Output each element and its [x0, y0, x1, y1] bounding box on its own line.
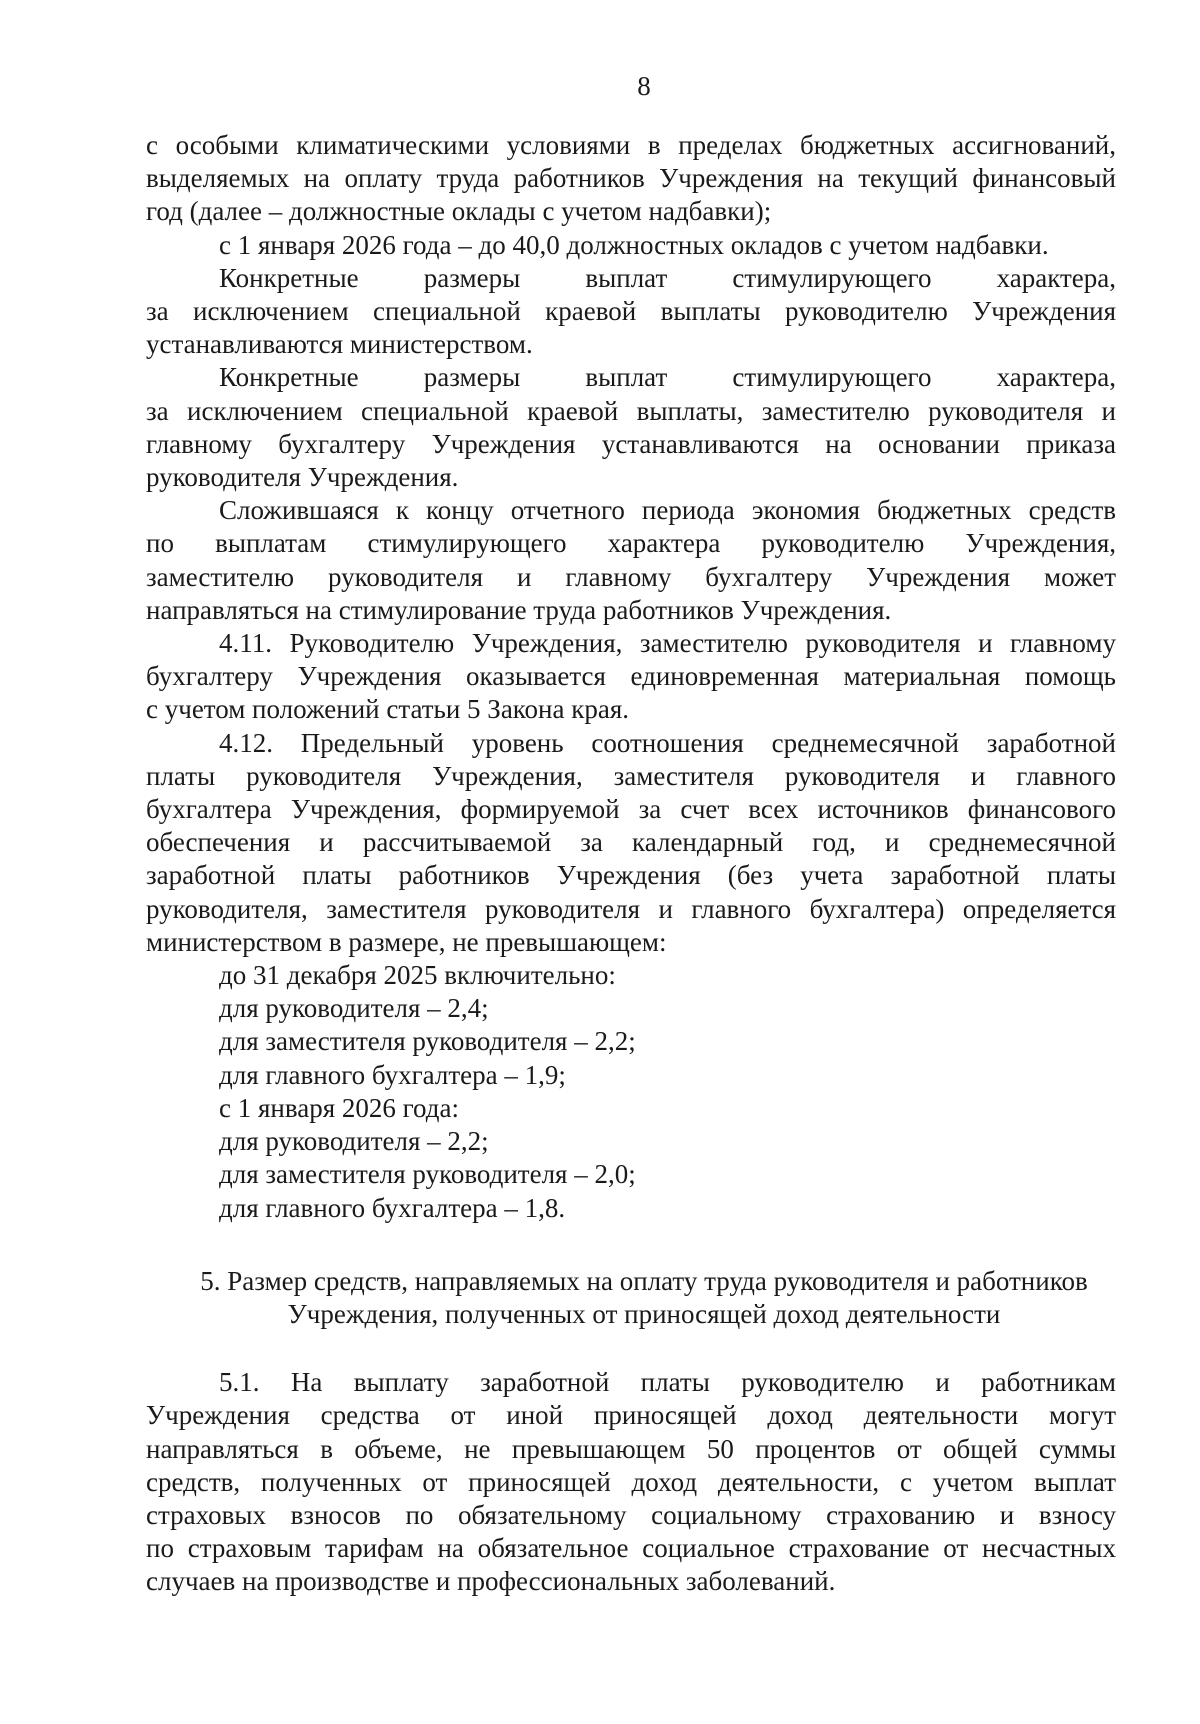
text-line: платы руководителя Учреждения, заместителя руководителя и главного — [146, 760, 1116, 791]
text-line: по выплатам стимулирующего характера руководителю Учреждения, — [146, 528, 1116, 559]
text-line: руководителя, заместителя руководителя и главного бухгалтера) определяется — [146, 893, 1116, 924]
paragraph-4-12 — [146, 727, 1116, 959]
text-line: Сложившаяся к концу отчетного периода экономия бюджетных средств — [219, 495, 1116, 526]
text-line: случаев на производстве и профессиональных заболеваний. — [146, 1566, 836, 1597]
section-heading-line: 5. Размер средств, направляемых на оплату труда руководителя и работников — [200, 1265, 1088, 1296]
text-line: устанавливаются министерством. — [146, 329, 533, 360]
paragraph-stimulating-deputy — [146, 361, 1116, 494]
text-line: 5.1. На выплату заработной платы руководителю и работникам — [219, 1367, 1116, 1398]
text-line: бухгалтера Учреждения, формируемой за счет всех источников финансового — [146, 794, 1116, 825]
text-line: по страховым тарифам на обязательное социальное страхование от несчастных — [146, 1533, 1116, 1564]
text-line: выделяемых на оплату труда работников Учреждения на текущий финансовый — [146, 163, 1116, 194]
list-item: для заместителя руководителя – 2,2; — [219, 1026, 636, 1057]
page-number: 8 — [637, 71, 651, 101]
paragraph-5-1 — [146, 1366, 1116, 1598]
paragraph-4-11 — [146, 627, 1116, 727]
section-heading-line: Учреждения, полученных от приносящей доход деятельности — [287, 1298, 1001, 1329]
paragraph-stimulating-director — [146, 262, 1116, 362]
ratio-list — [146, 959, 1116, 1225]
document-page — [146, 70, 1116, 1599]
text-line: руководителя Учреждения. — [146, 462, 459, 493]
text-line: средств, полученных от приносящей доход деятельности, с учетом выплат — [146, 1466, 1116, 1497]
paragraph-2026-limit — [146, 229, 1116, 262]
text-line: министерством в размере, не превышающем: — [146, 926, 667, 957]
text-line: заместителю руководителя и главному бухгалтеру Учреждения может — [146, 561, 1116, 592]
text-line: с 1 января 2026 года – до 40,0 должностных окладов с учетом надбавки. — [219, 229, 1049, 260]
text-line: обеспечения и рассчитываемой за календарный год, и среднемесячной — [146, 827, 1116, 858]
text-line: 4.12. Предельный уровень соотношения среднемесячной заработной — [219, 727, 1116, 758]
list-item: для руководителя – 2,2; — [219, 1126, 489, 1157]
text-line: за исключением специальной краевой выплаты руководителю Учреждения — [146, 296, 1116, 327]
section-heading — [172, 1265, 1116, 1331]
text-line: за исключением специальной краевой выплаты, заместителю руководителя и — [146, 395, 1116, 426]
list-item: для заместителя руководителя – 2,0; — [219, 1159, 636, 1190]
list-item: для руководителя – 2,4; — [219, 993, 489, 1024]
text-line: год (далее – должностные оклады с учетом надбавки); — [146, 196, 772, 227]
text-line: бухгалтеру Учреждения оказывается единовременная материальная помощь — [146, 661, 1116, 692]
text-line: главному бухгалтеру Учреждения устанавливаются на основании приказа — [146, 428, 1116, 459]
text-line: 4.11. Руководителю Учреждения, заместителю руководителя и главному — [219, 628, 1116, 659]
text-line: направляться на стимулирование труда работников Учреждения. — [146, 594, 892, 625]
text-line: заработной платы работников Учреждения (без учета заработной платы — [146, 860, 1116, 891]
paragraph-savings — [146, 494, 1116, 627]
list-item: до 31 декабря 2025 включительно: — [219, 960, 616, 991]
text-line: страховых взносов по обязательному социальному страхованию и взносу — [146, 1499, 1116, 1530]
list-item: для главного бухгалтера – 1,9; — [219, 1059, 566, 1090]
text-line: Конкретные размеры выплат стимулирующего характера, — [219, 362, 1116, 393]
text-line: Учреждения средства от иной приносящей доход деятельности могут — [146, 1400, 1116, 1431]
text-line: с учетом положений статьи 5 Закона края. — [146, 694, 630, 725]
paragraph-continuation — [146, 129, 1116, 229]
text-line: с особыми климатическими условиями в пределах бюджетных ассигнований, — [146, 130, 1116, 160]
list-item: для главного бухгалтера – 1,8. — [219, 1192, 566, 1223]
list-item: с 1 января 2026 года: — [219, 1092, 459, 1123]
text-line: направляться в объеме, не превышающем 50 процентов от общей суммы — [146, 1433, 1116, 1464]
text-line: Конкретные размеры выплат стимулирующего характера, — [219, 262, 1116, 293]
